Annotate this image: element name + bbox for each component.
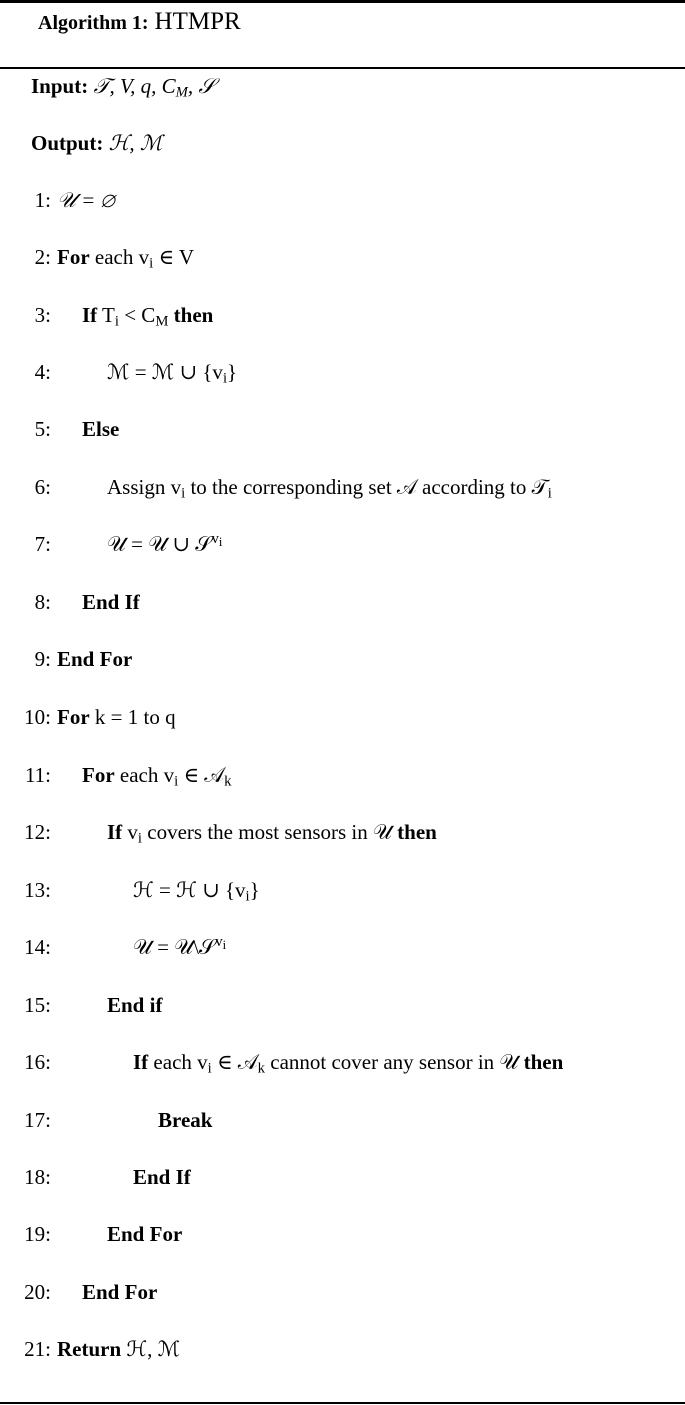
- line-code: For each $v_i$ ∈ V: [57, 245, 195, 272]
- line-code: For each $v_i$ ∈ 𝒜$_k$: [82, 763, 232, 790]
- algorithm-line: [0, 241, 685, 273]
- line-number: 19:: [24, 1222, 51, 1246]
- algorithm-line: [0, 299, 685, 331]
- top-rule: [0, 0, 685, 3]
- line-number: 20:: [24, 1280, 51, 1304]
- line-number: 5:: [34, 417, 51, 441]
- algorithm-line: [0, 701, 685, 733]
- line-code: End For: [57, 647, 133, 671]
- algorithm-line: [0, 1161, 685, 1193]
- line-number: 10:: [24, 705, 51, 729]
- algorithm-line: [0, 931, 685, 963]
- line-code: 𝒰 = 𝒰 ∪ 𝒮$^{v_i}$: [107, 530, 223, 556]
- line-number: 21:: [24, 1337, 51, 1361]
- line-number: 8:: [34, 590, 51, 614]
- line-code: If each $v_i$ ∈ 𝒜$_k$ cannot cover any sensor in 𝒰 then: [133, 1050, 564, 1077]
- line-number: 18:: [24, 1165, 51, 1189]
- line-code: For k = 1 to q: [57, 705, 176, 729]
- algorithm-line: [0, 643, 685, 675]
- algorithm-line: [0, 586, 685, 618]
- line-code: End If: [133, 1165, 191, 1189]
- algorithm-line: [0, 1104, 685, 1136]
- line-number: 1:: [34, 188, 51, 212]
- input-params: 𝒯, V, q, $C_M$, 𝒮: [93, 74, 215, 101]
- line-code: End If: [82, 590, 140, 614]
- algorithm-label: Algorithm 1:: [38, 12, 149, 34]
- line-code: 𝒰 = ∅: [57, 188, 115, 212]
- line-code: 𝒰 = 𝒰\𝒮$^{v_i}$: [133, 933, 227, 959]
- line-number: 11:: [24, 763, 51, 787]
- algorithm-name: HTMPR: [154, 8, 241, 35]
- algorithm-line: [0, 471, 685, 503]
- line-code: If $v_i$ covers the most sensors in 𝒰 then: [107, 820, 437, 847]
- line-number: 4:: [34, 360, 51, 384]
- line-number: 16:: [24, 1050, 51, 1074]
- algorithm-line: [0, 1333, 685, 1365]
- line-code: ℋ = ℋ ∪ $\{v_i\}$: [133, 878, 260, 905]
- line-code: Return ℋ, ℳ: [57, 1337, 181, 1361]
- line-number: 17:: [24, 1108, 51, 1132]
- line-number: 9:: [34, 647, 51, 671]
- input-line: [0, 70, 685, 102]
- algorithm-title: [38, 6, 241, 39]
- output-line: [0, 127, 685, 159]
- line-code: Assign $v_i$ to the corresponding set 𝒜 according to 𝒯$_i$: [107, 475, 552, 502]
- line-number: 12:: [24, 820, 51, 844]
- input-keyword: Input:: [31, 74, 89, 98]
- algorithm-line: [0, 874, 685, 906]
- line-number: 13:: [24, 878, 51, 902]
- line-code: Break: [158, 1108, 213, 1132]
- algorithm-line: [0, 816, 685, 848]
- header-rule: [0, 67, 685, 69]
- line-code: End For: [107, 1222, 183, 1246]
- algorithm-line: [0, 356, 685, 388]
- line-number: 7:: [34, 532, 51, 556]
- line-code: End if: [107, 993, 163, 1017]
- algorithm-line: [0, 528, 685, 560]
- algorithm-line: [0, 184, 685, 216]
- line-code: If $T_i < C_M$ then: [82, 303, 214, 330]
- line-number: 15:: [24, 993, 51, 1017]
- algorithm-line: [0, 1218, 685, 1250]
- line-number: 14:: [24, 935, 51, 959]
- algorithm-line: [0, 1276, 685, 1308]
- algorithm-line: [0, 759, 685, 791]
- bottom-rule: [0, 1402, 685, 1404]
- line-code: End For: [82, 1280, 158, 1304]
- line-code: ℳ = ℳ ∪ $\{v_i\}$: [107, 360, 238, 387]
- line-code: Else: [82, 417, 120, 441]
- algorithm-line: [0, 989, 685, 1021]
- line-number: 6:: [34, 475, 51, 499]
- output-params: ℋ, ℳ: [108, 131, 163, 155]
- line-number: 2:: [34, 245, 51, 269]
- algorithm-line: [0, 413, 685, 445]
- output-keyword: Output:: [31, 131, 104, 155]
- algorithm-line: [0, 1046, 685, 1078]
- line-number: 3:: [34, 303, 51, 327]
